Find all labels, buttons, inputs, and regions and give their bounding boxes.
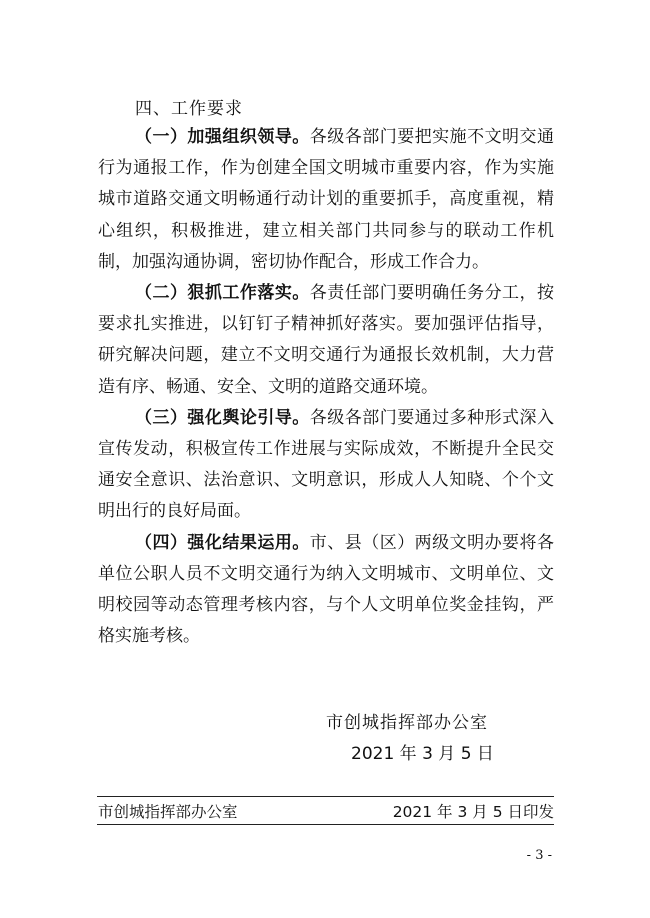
footer-bottom-rule [97, 824, 554, 825]
paragraph-1-text: 各级各部门要把实施不文明交通行为通报工作，作为创建全国文明城市重要内容，作为实施城市道路交通文明畅通行动计划的重要抓手，高度重视，精心组织，积极推进，建立相关部门共同参与的联动工作机制，加强沟通协调，密切协作配合，形成工作合力。 [98, 127, 555, 272]
section-heading: 四、工作要求 [135, 99, 243, 119]
paragraph-3-lead: （三）强化舆论引导。 [135, 407, 310, 428]
footer-top-rule [97, 796, 554, 797]
footer-print-date: 2021 年 3 月 5 日印发 [392, 803, 554, 821]
page-number: - 3 - [526, 848, 552, 863]
body-text [98, 122, 554, 652]
paragraph-2 [98, 278, 554, 403]
paragraph-1 [98, 122, 554, 278]
paragraph-3-text: 各级各部门要通过多种形式深入宣传发动，积极宣传工作进展与实际成效，不断提升全民交通安全意识、法治意识、文明意识，形成人人知晓、个个文明出行的良好局面。 [98, 407, 555, 522]
paragraph-4 [98, 528, 554, 653]
paragraph-3 [98, 403, 554, 528]
paragraph-4-lead: （四）强化结果运用。 [135, 532, 310, 553]
signature-organization: 市创城指挥部办公室 [326, 713, 488, 733]
paragraph-4-text: 市、县（区）两级文明办要将各单位公职人员不文明交通行为纳入文明城市、文明单位、文明校园等动态管理考核内容，与个人文明单位奖金挂钩，严格实施考核。 [98, 532, 555, 647]
footer-organization: 市创城指挥部办公室 [98, 803, 238, 821]
paragraph-1-lead: （一）加强组织领导。 [135, 127, 310, 147]
paragraph-2-lead: （二）狠抓工作落实。 [135, 283, 310, 304]
paragraph-2-text: 各责任部门要明确任务分工，按要求扎实推进，以钉钉子精神抓好落实。要加强评估指导，研究解决问题，建立不文明交通行为通报长效机制，大力营造有序、畅通、安全、文明的道路交通环境。 [98, 283, 555, 397]
signature-date: 2021 年 3 月 5 日 [351, 744, 494, 764]
